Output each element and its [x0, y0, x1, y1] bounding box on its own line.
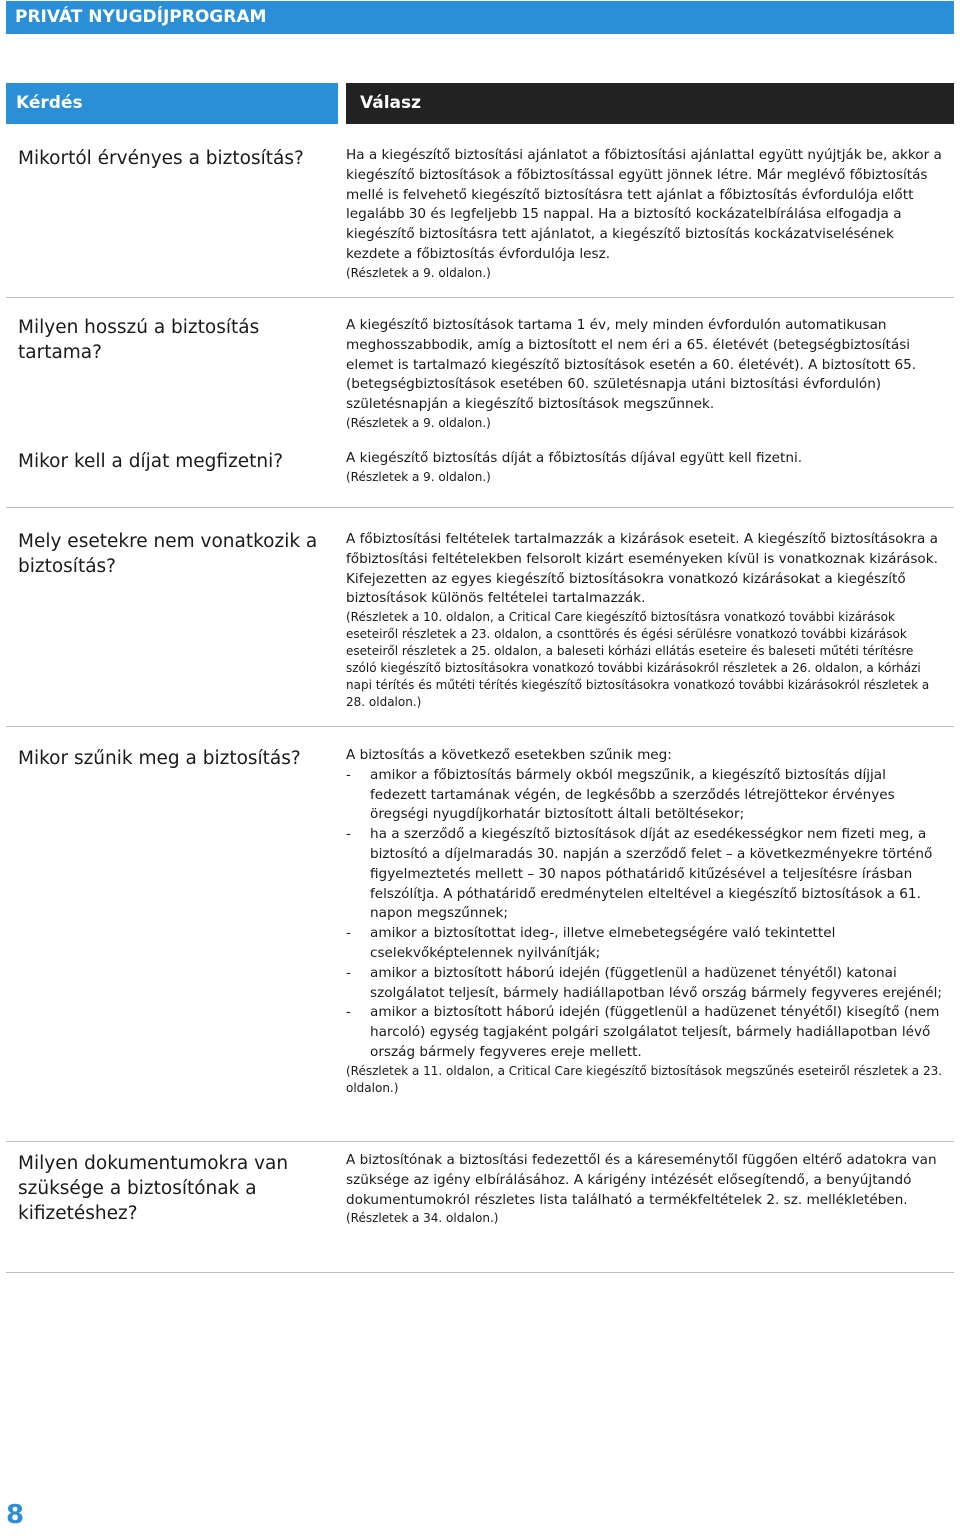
- question-termination: Mikor szűnik meg a biztosítás?: [18, 748, 301, 769]
- answer-text: Ha a kiegészítő biztosítási ajánlatot a főbiztosítási ajánlattal együtt nyújtják be, akkor a kiegészítő biztosítások a főbiztosítással együtt jönnek létre. Már meglévő főbiztosítás mellé is felvehető kiegészítő biztosításra tett ajánlat a főbiztosítás évfordulója előtt legalább 30 és legfeljebb 15 nappal. Ha a biztosító kockázatelbírálása elfogadja a kiegészítő biztosításra tett ajánlatot, a kiegészítő biztosítás kockázatviselésének kezdete a főbiztosítás évfordulója lesz.: [346, 147, 942, 262]
- page-number: 8: [6, 1500, 25, 1530]
- answer-payment: [346, 449, 946, 486]
- termination-list: [346, 766, 946, 1063]
- list-item: - amikor a biztosított háború idején (függetlenül a hadüzenet tényétől) katonai szolgálatot teljesít, bármely hadiállapotban lévő ország bármely fegyveres erejénél;: [346, 964, 946, 1004]
- question-duration: Milyen hosszú a biztosítás tartama?: [18, 317, 260, 363]
- list-item: - amikor a biztosított háború idején (függetlenül a hadüzenet tényétől) kisegítő (nem harcoló) egység tagjaként polgári szolgálatot teljesít, bármely hadiállapotban lévő ország bármely fegyveres ereje mellett.: [346, 1003, 946, 1062]
- answer-termination: [346, 746, 946, 1097]
- section-divider: [6, 507, 954, 508]
- page-header-title: PRIVÁT NYUGDÍJPROGRAM: [6, 1, 954, 34]
- reference-note: (Részletek a 11. oldalon, a Critical Care kiegészítő biztosítások megszűnés eseteiről részletek a 23. oldalon.): [346, 1063, 943, 1095]
- answer-text: A főbiztosítási feltételek tartalmazzák a kizárások eseteit. A kiegészítő biztosításokra a főbiztosítási feltételekben felsorolt kizárt eseményeken kívül is vonatkoznak kizárások. Kifejezetten az egyes kiegészítő biztosításokra vonatkozó kizárásokat a kiegészítő biztosítások különös feltételei tartalmazzák.: [346, 531, 938, 607]
- section-divider: [6, 297, 954, 298]
- answer-text: A kiegészítő biztosítások tartama 1 év, mely minden évfordulón automatikusan meghosszabbodik, amíg a biztosított el nem éri a 65. életévét (betegségbiztosítási elemet is tartalmazó kiegészítő biztosítások esetén a 60. életévét). A biztosított 65. (betegségbiztosítások esetében 60. születésnapja utáni biztosítási évfordulón) születésnapján a kiegészítő biztosítások megszűnnek.: [346, 317, 917, 413]
- answer-documents: [346, 1151, 946, 1227]
- reference-note: (Részletek a 9. oldalon.): [346, 415, 491, 430]
- list-item: - amikor a főbiztosítás bármely okból megszűnik, a kiegészítő biztosítás díjjal fedezett tartamának végén, de legkésőbb a szerződés létrejöttekor érvényes öregségi nyugdíjkorhatár biztosított általi betöltésekor;: [346, 766, 946, 825]
- reference-note: (Részletek a 9. oldalon.): [346, 265, 491, 280]
- question-documents: Milyen dokumentumokra van szüksége a biztosítónak a kifizetéshez?: [18, 1153, 289, 1224]
- answer-text: A kiegészítő biztosítás díját a főbiztosítás díjával együtt kell fizetni.: [346, 450, 803, 466]
- section-divider: [6, 1141, 954, 1142]
- list-item: - amikor a biztosítottat ideg-, illetve elmebetegségére való tekintettel cselekvőképtelennek nyilvánítják;: [346, 924, 946, 964]
- answer-text: A biztosítónak a biztosítási fedezettől és a káreseménytől függően eltérő adatokra van szüksége az igény elbírálásához. A kárigény intézését elősegítendő, a benyújtandó dokumentumokról részletes lista található a termékfeltételek 2. sz. mellékletében.: [346, 1152, 937, 1208]
- answer-exclusions: [346, 530, 946, 711]
- reference-note: (Részletek a 10. oldalon, a Critical Care kiegészítő biztosításra vonatkozó további kizárások eseteiről részletek a 23. oldalon, a csonttörés és égési sérülésre vonatkozó további kizárások eseteiről részletek a 25. oldalon, a baleseti kórházi ellátás eseteire és baleseti műtéti térítésre szóló kiegészítő biztosításokra vonatkozó további kizárásokról részletek a 26. oldalon, a kórházi napi térítés és műtéti térítés kiegészítő biztosításokra vonatkozó további kizárásokról részletek a 28. oldalon.): [346, 610, 930, 710]
- reference-note: (Részletek a 9. oldalon.): [346, 469, 491, 484]
- question-payment: Mikor kell a díjat megfizetni?: [18, 451, 284, 472]
- list-item: - ha a szerződő a kiegészítő biztosítások díját az esedékességkor nem fizeti meg, a biztosító a díjelmaradás 30. napján a szerződő felet – a következményekre történő figyelmeztetés mellett – 30 napos póthatáridő kitűzésével a teljesítésre írásban felszólítja. A póthatáridő eredménytelen elteltével a kiegészítő biztosítások a 61. napon megszűnnek;: [346, 825, 946, 924]
- column-header-answer: Válasz: [346, 83, 954, 124]
- reference-note: (Részletek a 34. oldalon.): [346, 1211, 499, 1226]
- answer-validity: [346, 146, 946, 282]
- answer-text: A biztosítás a következő esetekben szűnik meg:: [346, 747, 672, 763]
- answer-duration: [346, 316, 946, 432]
- question-validity: Mikortól érvényes a biztosítás?: [18, 148, 304, 169]
- question-exclusions: Mely esetekre nem vonatkozik a biztosítás?: [18, 531, 318, 577]
- section-divider: [6, 1272, 954, 1273]
- section-divider: [6, 726, 954, 727]
- column-header-question: Kérdés: [6, 83, 338, 124]
